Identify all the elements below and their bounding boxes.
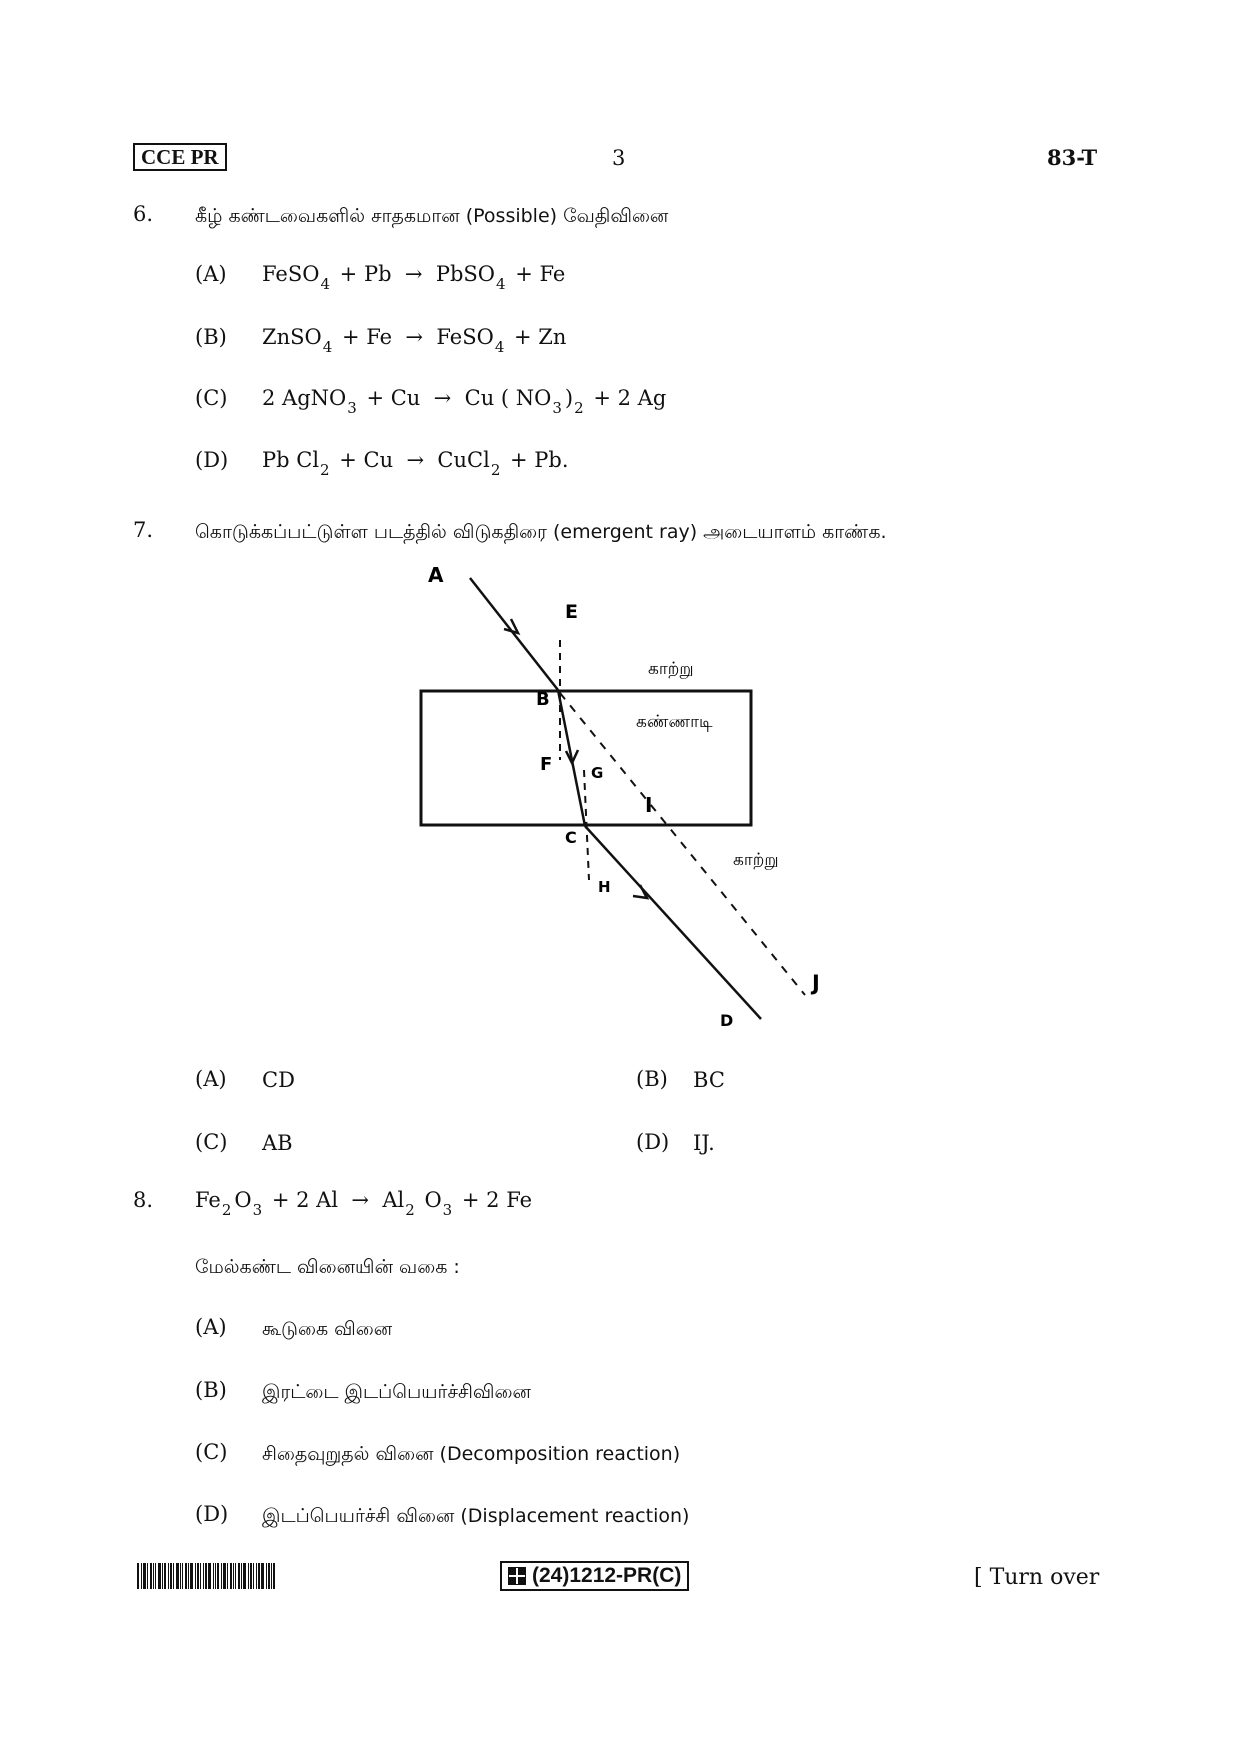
medium-glass: கண்ணாடி	[636, 712, 713, 732]
q6-option-d-equation: Pb $Cl_2 + Cu$ → CuCl$_2$ + Pb.	[262, 448, 569, 479]
label-b: B	[536, 689, 550, 710]
q8-option-b-label: (B)	[195, 1378, 227, 1402]
q6-option-a-label: (A)	[195, 262, 227, 286]
q7-option-c-text: AB	[262, 1131, 293, 1155]
arrowhead-cd	[633, 885, 647, 898]
page-number: 3	[612, 146, 626, 170]
question-6-number: 6.	[133, 202, 154, 226]
q6-option-c-equation: 2 AgNO$_3$ + Cu → Cu ( $NO_3$ )$_2 + 2$ Ag	[262, 386, 667, 417]
header-left-code: CCE PR	[133, 143, 227, 171]
question-7-number: 7.	[133, 518, 154, 542]
q7-option-a-label: (A)	[195, 1067, 227, 1091]
turn-over-note: [ Turn over	[974, 1565, 1100, 1590]
barcode	[137, 1563, 349, 1589]
q7-option-a-text: CD	[262, 1068, 295, 1092]
medium-air-top: காற்று	[648, 659, 694, 679]
q6-option-c-label: (C)	[195, 386, 228, 410]
dashed-ray-ij	[560, 693, 805, 995]
question-8-equation: $Fe_2$ $O_3 + 2$ $Al \to Al_2$ $O_3 + 2$ Fe	[195, 1188, 533, 1219]
q8-option-c-label: (C)	[195, 1440, 228, 1464]
q6-option-d-label: (D)	[195, 448, 229, 472]
label-a: A	[428, 563, 444, 587]
label-f: F	[540, 754, 553, 775]
label-h: H	[598, 878, 611, 896]
label-i: I	[645, 793, 653, 817]
q7-option-d-label: (D)	[636, 1130, 670, 1154]
question-8-text: மேல்கண்ட வினையின் வகை :	[195, 1256, 460, 1278]
paper-code: (24)1212-PR(C)	[532, 1564, 682, 1587]
incident-ray-ab	[470, 578, 558, 690]
question-6-text: கீழ் கண்டவைகளில் சாதகமான (Possible) வேதிவினை	[195, 205, 669, 227]
q6-option-b-label: (B)	[195, 325, 227, 349]
q7-option-b-label: (B)	[636, 1067, 668, 1091]
medium-air-bottom: காற்று	[733, 850, 779, 870]
label-j: J	[812, 971, 820, 995]
board-logo-icon	[508, 1567, 526, 1585]
label-c: C	[565, 828, 577, 847]
q7-option-b-text: BC	[693, 1068, 725, 1092]
q6-option-b-equation: ZnSO$_4$ + Fe → FeSO$_4$ + Zn	[262, 325, 567, 356]
label-d: D	[720, 1011, 734, 1030]
question-8-number: 8.	[133, 1188, 154, 1212]
refraction-diagram	[400, 560, 870, 1040]
q8-option-d-text: இடப்பெயர்ச்சி வினை (Displacement reaction)	[262, 1505, 690, 1527]
question-7-text: கொடுக்கப்பட்டுள்ள படத்தில் விடுகதிரை (emergent ray) அடையாளம் காண்க.	[195, 521, 887, 543]
label-g: G	[591, 764, 604, 782]
q8-option-b-text: இரட்டை இடப்பெயர்ச்சிவினை	[262, 1381, 531, 1403]
q8-option-c-text: சிதைவுறுதல் வினை (Decomposition reaction)	[262, 1443, 681, 1465]
q8-option-a-label: (A)	[195, 1315, 227, 1339]
refracted-ray-bc	[558, 690, 585, 826]
header-right-code: 83-T	[1047, 145, 1098, 170]
q8-option-d-label: (D)	[195, 1502, 229, 1526]
q6-option-a-equation: FeSO$_4$ + Pb → PbSO$_4$ + Fe	[262, 262, 566, 293]
label-e: E	[565, 601, 578, 623]
q8-option-a-text: கூடுகை வினை	[262, 1318, 393, 1340]
q7-option-d-text: IJ.	[693, 1131, 715, 1155]
paper-code-box	[500, 1561, 689, 1591]
arrowhead-ab	[504, 619, 518, 633]
q7-option-c-label: (C)	[195, 1130, 228, 1154]
